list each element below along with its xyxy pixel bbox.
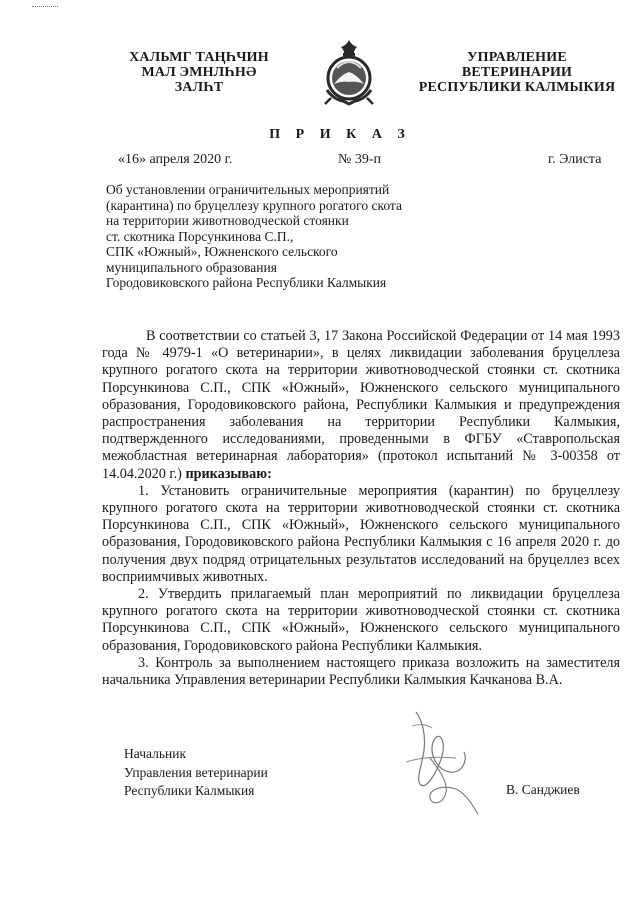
scan-mark bbox=[32, 6, 58, 9]
kalmykia-emblem-icon bbox=[321, 38, 377, 108]
header-russian bbox=[412, 50, 622, 95]
position-line: Начальник bbox=[124, 746, 187, 761]
header-kalmyk bbox=[118, 50, 280, 95]
order-item-3: 3. Контроль за выполнением настоящего приказа возложить на заместителя начальника Управления ветеринарии Республики Калмыкия Качканова В.А. bbox=[102, 654, 620, 689]
header-left-line: МАЛ ЭМНЛҺНӘ bbox=[141, 65, 257, 80]
signer-name: В. Санджиев bbox=[506, 782, 580, 797]
header-left-line: ЗАЛҺТ bbox=[174, 80, 224, 95]
subject-line: муниципального образования bbox=[106, 259, 277, 275]
subject-line: на территории животноводческой стоянки bbox=[106, 213, 349, 228]
intro-text: В соответствии со статьей 3, 17 Закона Российской Федерации от 14 мая 1993 года № 4979-1 «О ветеринарии», в целях ликвидации заболевания бруцеллеза крупного рогатого скота на территории животноводческой стоянки ст. скотника Порсункинова С.П., СПК «Южный», Южненского сельского муниципального образования, Городовиковского района, Республики Калмыкия и предупреждения распространения заболевания на территории Республики Калмыкия, подтвержденного исследованиями, проведенными в ФГБУ «Ставропольская межобластная ветеринарная лаборатория» (протокол испытаний № 3-00358 от 14.04.2020 г.) bbox=[102, 328, 620, 482]
handwritten-signature bbox=[396, 700, 488, 820]
order-body bbox=[102, 328, 620, 689]
order-item-1: 1. Установить ограничительные мероприятия (карантин) по бруцеллезу крупного рогатого скота на территории животноводческой стоянки ст. скотника Порсункинова С.П., СПК «Южный», Южненского сельского муниципального образования, Городовиковского района Республики Калмыкия с 16 апреля 2020 г. до получения двух подряд отрицательных результатов исследований на бруцеллез всех восприимчивых животных. bbox=[102, 482, 620, 585]
signatory-position bbox=[124, 745, 268, 801]
document-title: П Р И К А З bbox=[269, 127, 411, 142]
order-word: приказываю: bbox=[185, 465, 272, 482]
subject-line: Об установлении ограничительных мероприятий bbox=[106, 182, 390, 197]
subject-line: СПК «Южный», Южненского сельского bbox=[106, 244, 338, 259]
subject-line: Городовиковского района Республики Калмыкия bbox=[106, 275, 387, 290]
order-date: «16» апреля 2020 г. bbox=[118, 152, 233, 167]
intro-paragraph bbox=[102, 328, 620, 483]
subject-line: (карантина) по бруцеллезу крупного рогатого скота bbox=[106, 197, 402, 213]
order-number: № 39-п bbox=[338, 152, 382, 167]
header-right-line: УПРАВЛЕНИЕ bbox=[467, 50, 567, 65]
order-subject bbox=[106, 182, 426, 291]
position-line: Управления ветеринарии bbox=[124, 764, 268, 780]
order-item-2: 2. Утвердить прилагаемый план мероприятий по ликвидации бруцеллеза крупного рогатого скота на территории животноводческой стоянки ст. скотника Порсункинова С.П., СПК «Южный», Южненского сельского муниципального образования, Городовиковского района Республики Калмыкия. bbox=[102, 586, 620, 654]
header-left-line: ХАЛЬМГ ТАҢҺЧИН bbox=[129, 50, 269, 65]
subject-line: ст. скотника Порсункинова С.П., bbox=[106, 228, 294, 244]
header-right-line: ВЕТЕРИНАРИИ bbox=[461, 65, 573, 80]
order-city: г. Элиста bbox=[548, 152, 602, 167]
header-right-line: РЕСПУБЛИКИ КАЛМЫКИЯ bbox=[418, 80, 616, 95]
position-line: Республики Калмыкия bbox=[124, 783, 255, 798]
